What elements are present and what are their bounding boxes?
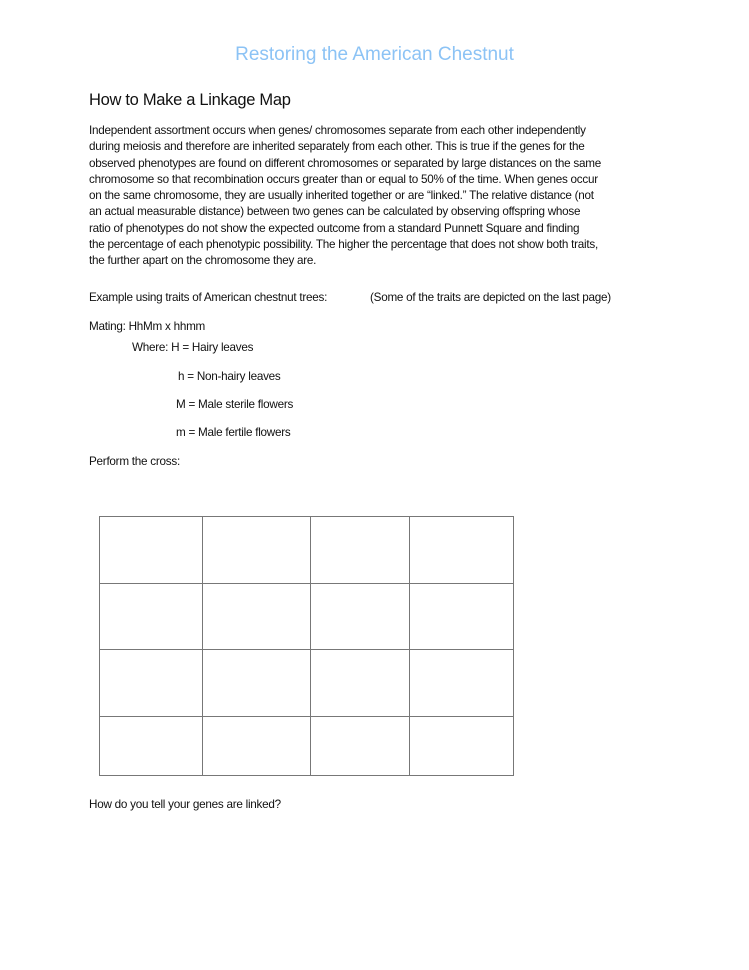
perform-text: Perform the cross: bbox=[89, 455, 180, 468]
example-text: Example using traits of American chestnut trees: bbox=[89, 291, 328, 304]
intro-paragraph bbox=[89, 123, 601, 270]
legend-item: m = Male fertile flowers bbox=[176, 426, 291, 439]
punnett-cell[interactable] bbox=[311, 650, 410, 717]
punnett-cell[interactable] bbox=[410, 584, 514, 650]
punnett-cell[interactable] bbox=[311, 584, 410, 650]
legend-item: h = Non-hairy leaves bbox=[178, 370, 281, 383]
punnett-cell[interactable] bbox=[203, 717, 311, 776]
punnett-cell[interactable] bbox=[100, 517, 203, 584]
paragraph-line: chromosome so that recombination occurs greater than or equal to 50% of the time. When genes occur bbox=[89, 172, 598, 186]
legend-item: M = Male sterile flowers bbox=[176, 398, 294, 411]
punnett-cell[interactable] bbox=[410, 517, 514, 584]
punnett-cell[interactable] bbox=[203, 584, 311, 650]
paragraph-line: ratio of phenotypes do not show the expected outcome from a standard Punnett Square and finding bbox=[89, 221, 580, 235]
paragraph-line: on the same chromosome, they are usually inherited together or are “linked.” The relative distance (not bbox=[89, 189, 594, 203]
punnett-cell[interactable] bbox=[100, 717, 203, 776]
punnett-cell[interactable] bbox=[410, 717, 514, 776]
punnett-cell[interactable] bbox=[311, 517, 410, 584]
paragraph-line: the further apart on the chromosome they are. bbox=[89, 254, 317, 268]
punnett-cell[interactable] bbox=[100, 584, 203, 650]
punnett-cell[interactable] bbox=[410, 650, 514, 717]
mating-text: Mating: HhMm x hhmm bbox=[89, 320, 206, 333]
where-text: Where: H = Hairy leaves bbox=[132, 341, 254, 354]
punnett-square bbox=[99, 516, 514, 776]
punnett-cell[interactable] bbox=[203, 650, 311, 717]
paragraph-line: observed phenotypes are found on different chromosomes or separated by large distances on the same bbox=[89, 156, 601, 170]
example-note: (Some of the traits are depicted on the last page) bbox=[370, 291, 611, 304]
paragraph-line: during meiosis and therefore are inherited separately from each other. This is true if the genes for the bbox=[89, 140, 585, 154]
paragraph-line: Independent assortment occurs when genes/ chromosomes separate from each other independently bbox=[89, 124, 586, 137]
punnett-cell[interactable] bbox=[203, 517, 311, 584]
punnett-cell[interactable] bbox=[311, 717, 410, 776]
paragraph-line: the percentage of each phenotypic possibility. The higher the percentage that does not show both traits, bbox=[89, 238, 598, 252]
linkage-question: How do you tell your genes are linked? bbox=[89, 798, 281, 811]
document-title: Restoring the American Chestnut bbox=[235, 44, 514, 65]
punnett-cell[interactable] bbox=[100, 650, 203, 717]
paragraph-line: an actual measurable distance) between two genes can be calculated by observing offspring whose bbox=[89, 205, 581, 219]
section-heading: How to Make a Linkage Map bbox=[89, 91, 291, 109]
